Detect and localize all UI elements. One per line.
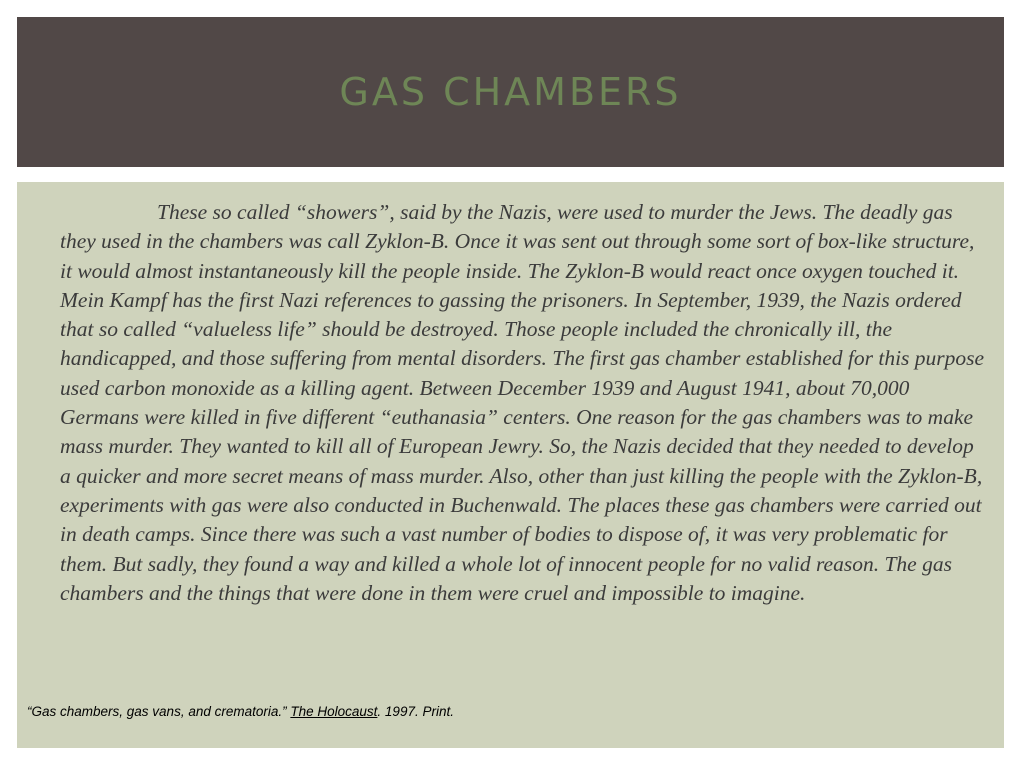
citation-details: . 1997. Print. bbox=[377, 704, 454, 719]
citation bbox=[27, 704, 454, 719]
title-bar bbox=[17, 17, 1004, 167]
content-panel bbox=[17, 182, 1004, 748]
citation-article: “Gas chambers, gas vans, and crematoria.” bbox=[27, 704, 287, 719]
body-paragraph: These so called “showers”, said by the Nazis, were used to murder the Jews. The deadly gas they used in the chambers was call Zyklon-B. Once it was sent out through some sort of box-like structure, it would almost instantaneously kill the people inside. The Zyklon-B would react once oxygen touched it. Mein Kampf has the first Nazi references to gassing the prisoners. In September, 1939, the Nazis ordered that so called “valueless life” should be destroyed. Those people included the chronically ill, the handicapped, and those suffering from mental disorders. The first gas chamber established for this purpose used carbon monoxide as a killing agent. Between December 1939 and August 1941, about 70,000 Germans were killed in five different “euthanasia” centers. One reason for the gas chambers was to make mass murder. They wanted to kill all of European Jewry. So, the Nazis decided that they needed to develop a quicker and more secret means of mass murder. Also, other than just killing the people with the Zyklon-B, experiments with gas were also conducted in Buchenwald. The places these gas chambers were carried out in death camps. Since there was such a vast number of bodies to dispose of, it was very problematic for them. But sadly, they found a way and killed a whole lot of innocent people for no valid reason. The gas chambers and the things that were done in them were cruel and impossible to imagine. bbox=[60, 200, 985, 605]
slide-title: GAS CHAMBERS bbox=[339, 70, 682, 114]
citation-source: The Holocaust bbox=[290, 704, 378, 719]
